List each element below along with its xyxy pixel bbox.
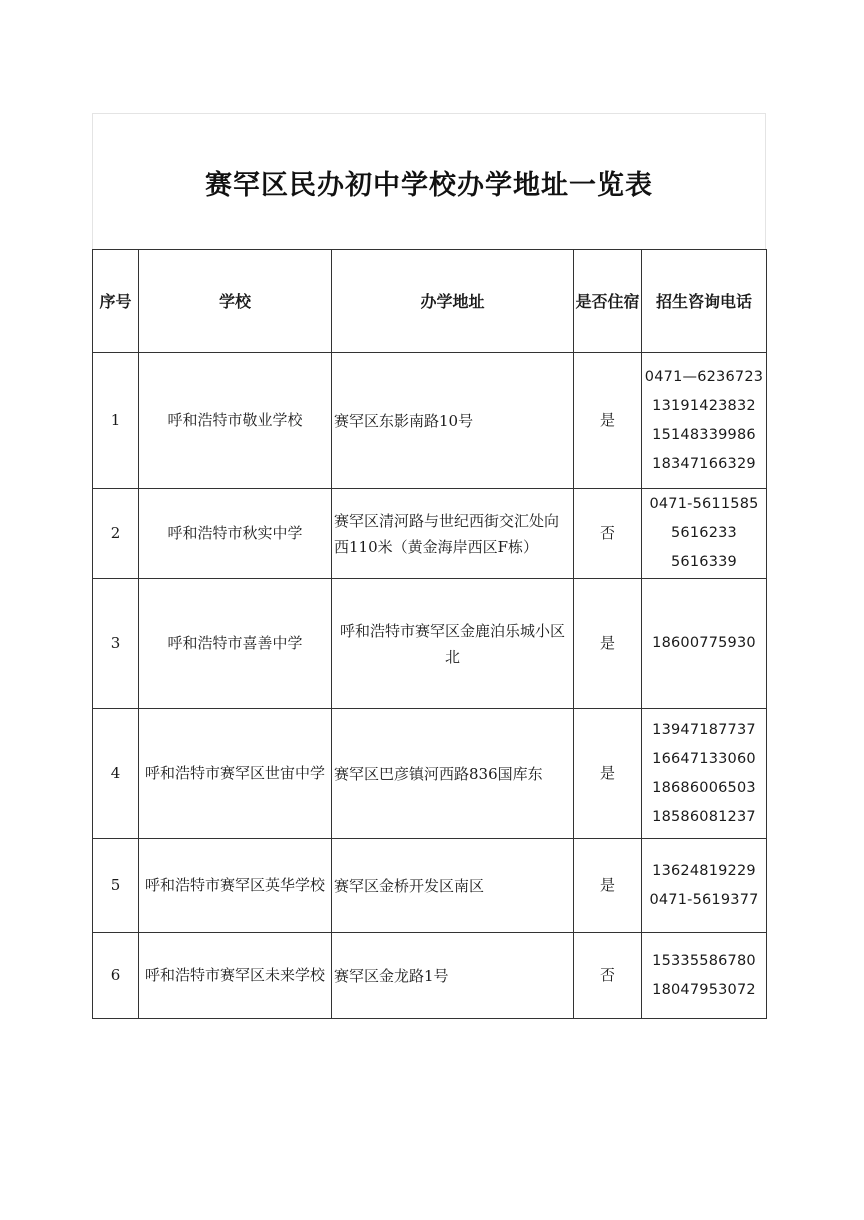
phone-number: 18600775930 [652,635,756,651]
table-row [93,933,767,1019]
phone-number: 13624819229 [652,862,756,879]
cell-school: 呼和浩特市赛罕区英华学校 [139,839,332,933]
cell-school: 呼和浩特市敬业学校 [139,353,332,489]
header-index: 序号 [93,250,139,353]
phone-number: 13947187737 [652,721,756,738]
cell-phones [642,933,767,1019]
cell-boarding: 是 [574,839,642,933]
cell-address: 赛罕区东影南路10号 [332,353,574,489]
cell-address: 呼和浩特市赛罕区金鹿泊乐城小区北 [332,579,574,709]
phone-number: 18586081237 [652,808,756,825]
phone-number: 18047953072 [652,981,756,998]
phone-number: 16647133060 [652,750,756,767]
cell-address: 赛罕区金桥开发区南区 [332,839,574,933]
table-row [93,709,767,839]
header-boarding: 是否住宿 [574,250,642,353]
header-phone: 招生咨询电话 [642,250,767,353]
phone-number: 5616339 [671,554,737,570]
cell-boarding: 是 [574,709,642,839]
table-row [93,489,767,579]
cell-address: 赛罕区金龙路1号 [332,933,574,1019]
document [92,113,766,1019]
cell-school: 呼和浩特市秋实中学 [139,489,332,579]
phone-number: 0471—6236723 [644,368,764,385]
cell-index: 5 [93,839,139,933]
phone-number: 15335586780 [652,952,756,969]
cell-address: 赛罕区清河路与世纪西街交汇处向西110米（黄金海岸西区F栋） [332,489,574,579]
phone-number: 13191423832 [652,397,756,414]
cell-school: 呼和浩特市赛罕区未来学校 [139,933,332,1019]
cell-boarding: 是 [574,353,642,489]
cell-boarding: 否 [574,933,642,1019]
cell-school: 呼和浩特市喜善中学 [139,579,332,709]
school-table [92,249,767,1019]
phone-number: 0471-5611585 [649,496,759,512]
cell-index: 4 [93,709,139,839]
table-header-row [93,250,767,353]
cell-phones [642,353,767,489]
cell-phones [642,839,767,933]
cell-phones [642,709,767,839]
cell-boarding: 是 [574,579,642,709]
phone-number: 5616233 [671,525,737,541]
cell-phones [642,489,767,579]
title-box [92,113,766,249]
phone-number: 15148339986 [652,426,756,443]
cell-index: 2 [93,489,139,579]
table-row [93,839,767,933]
table-row [93,579,767,709]
table-row [93,353,767,489]
header-address: 办学地址 [332,250,574,353]
cell-boarding: 否 [574,489,642,579]
cell-index: 1 [93,353,139,489]
cell-address: 赛罕区巴彦镇河西路836国库东 [332,709,574,839]
cell-index: 6 [93,933,139,1019]
phone-number: 0471-5619377 [649,891,759,908]
cell-phones [642,579,767,709]
cell-index: 3 [93,579,139,709]
cell-school: 呼和浩特市赛罕区世宙中学 [139,709,332,839]
phone-number: 18347166329 [652,455,756,472]
phone-number: 18686006503 [652,779,756,796]
header-school: 学校 [139,250,332,353]
page-title: 赛罕区民办初中学校办学地址一览表 [205,170,653,201]
